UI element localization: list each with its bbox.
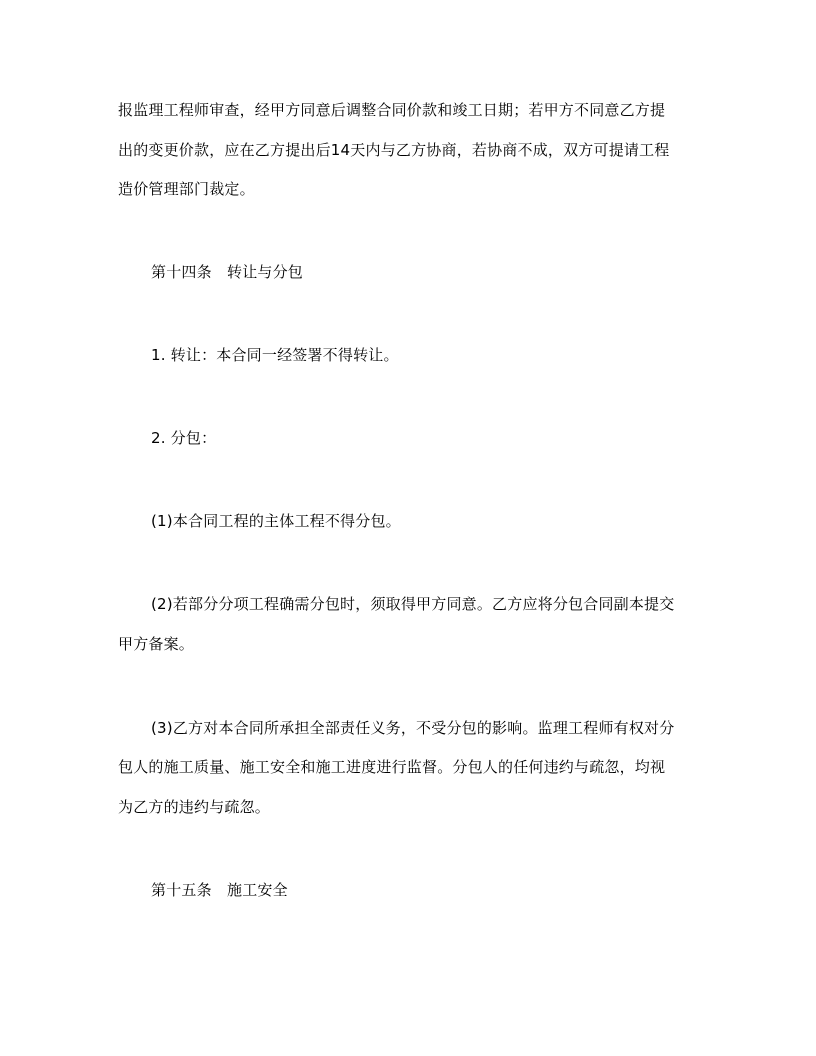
subclause-line: (2)若部分分项工程确需分包时，须取得甲方同意。乙方应将分包合同副本提交 — [151, 595, 675, 613]
article-heading: 第十五条 施工安全 — [151, 881, 288, 899]
paragraph-line: 造价管理部门裁定。 — [118, 180, 255, 198]
paragraph-line: 包人的施工质量、施工安全和施工进度进行监督。分包人的任何违约与疏忽，均视 — [118, 758, 666, 776]
subclause-line: (3)乙方对本合同所承担全部责任义务，不受分包的影响。监理工程师有权对分 — [151, 719, 675, 737]
article-heading: 第十四条 转让与分包 — [151, 263, 304, 281]
paragraph-line: 甲方备案。 — [118, 635, 195, 653]
subclause-line: (1)本合同工程的主体工程不得分包。 — [151, 512, 401, 530]
clause-line: 1. 转让：本合同一经签署不得转让。 — [151, 346, 399, 364]
paragraph-line: 报监理工程师审查，经甲方同意后调整合同价款和竣工日期；若甲方不同意乙方提 — [118, 101, 666, 119]
paragraph-line: 出的变更价款，应在乙方提出后14天内与乙方协商，若协商不成，双方可提请工程 — [118, 141, 670, 159]
paragraph-line: 为乙方的违约与疏忽。 — [118, 798, 271, 816]
clause-line: 2. 分包： — [151, 429, 217, 447]
